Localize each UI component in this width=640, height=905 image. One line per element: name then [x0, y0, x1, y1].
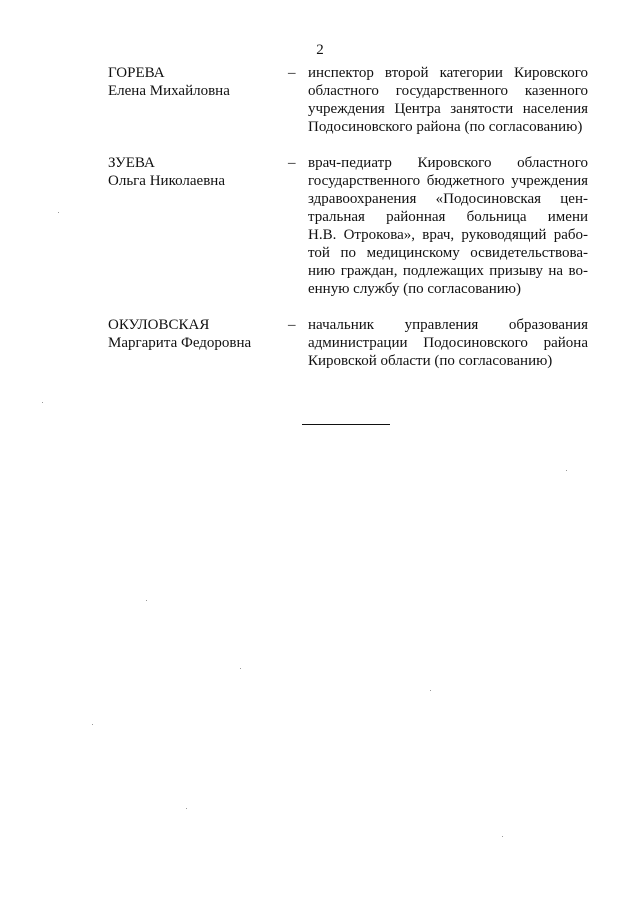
member-given-names: Елена Михайловна — [108, 83, 230, 99]
scan-speck — [92, 724, 93, 725]
position-line: енную службу (по согласованию) — [308, 281, 522, 297]
scan-speck — [566, 470, 567, 471]
position-line: администрации Подосиновского района — [308, 335, 588, 351]
scan-speck — [240, 668, 241, 669]
closing-divider-line — [302, 424, 390, 425]
position-line: Кировской области (по согласованию) — [308, 353, 553, 369]
scan-speck — [146, 600, 147, 601]
position-line: той по медицинскому освидетельствова- — [308, 245, 588, 261]
scan-speck — [42, 402, 43, 403]
position-line: тральная районная больница имени — [308, 209, 588, 225]
position-line: государственного бюджетного учреждения — [308, 173, 588, 189]
member-name — [108, 64, 278, 100]
position-line: Подосиновского района (по согласованию) — [308, 119, 583, 135]
member-position — [308, 316, 588, 370]
member-name — [108, 316, 278, 352]
position-line: инспектор второй категории Кировского — [308, 65, 588, 81]
position-line: начальник управления образования — [308, 317, 588, 333]
position-line: здравоохранения «Подосиновская цен- — [308, 191, 588, 207]
dash-separator: – — [288, 317, 296, 333]
scan-speck — [58, 212, 59, 213]
member-surname: ЗУЕВА — [108, 155, 155, 171]
member-position — [308, 154, 588, 298]
scan-speck — [502, 836, 503, 837]
scan-speck — [186, 808, 187, 809]
member-surname: ОКУЛОВСКАЯ — [108, 317, 210, 333]
position-line: учреждения Центра занятости населения — [308, 101, 588, 117]
page-number: 2 — [316, 42, 324, 58]
position-line: областного государственного казенного — [308, 83, 588, 99]
position-line: врач-педиатр Кировского областного — [308, 155, 588, 171]
member-position — [308, 64, 588, 136]
member-surname: ГОРЕВА — [108, 65, 165, 81]
member-given-names: Ольга Николаевна — [108, 173, 225, 189]
scan-speck — [430, 690, 431, 691]
dash-separator: – — [288, 65, 296, 81]
member-given-names: Маргарита Федоровна — [108, 335, 252, 351]
dash-separator: – — [288, 155, 296, 171]
member-name — [108, 154, 278, 190]
position-line: нию граждан, подлежащих призыву на во- — [308, 263, 588, 279]
position-line: Н.В. Отрокова», врач, руководящий рабо- — [308, 227, 588, 243]
